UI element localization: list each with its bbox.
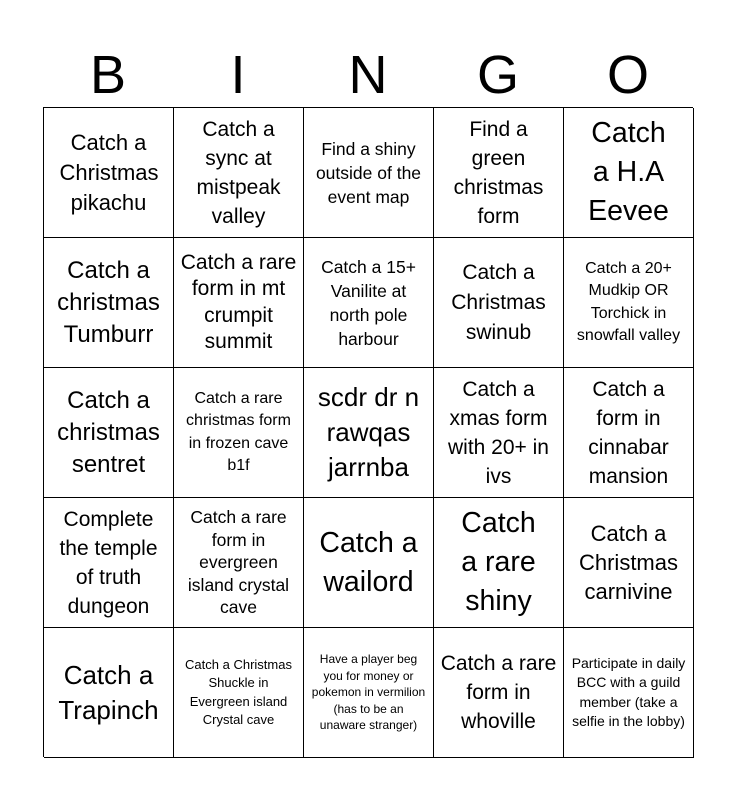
bingo-cell[interactable] — [44, 498, 174, 628]
header-letter-b: B — [89, 45, 127, 105]
bingo-cell[interactable] — [434, 498, 564, 628]
cell-text: Catch a Christmas pikachu — [59, 129, 159, 215]
bingo-cell[interactable] — [174, 108, 304, 238]
cell-text: Catch a rare christmas form in frozen cave b1f — [186, 389, 291, 474]
bingo-cell[interactable] — [564, 368, 694, 498]
bingo-cell[interactable] — [44, 368, 174, 498]
cell-text: Participate in daily BCC with a guild member (take a selfie in the lobby) — [571, 654, 686, 729]
cell-text: Catch a rare form in mt crumpit summit — [180, 250, 297, 353]
bingo-cell[interactable] — [174, 368, 304, 498]
bingo-cell[interactable] — [304, 628, 434, 758]
bingo-cell[interactable] — [564, 628, 694, 758]
bingo-header — [43, 42, 693, 108]
cell-text: Catch a rare form in whoville — [440, 652, 557, 733]
bingo-cell[interactable] — [564, 238, 694, 368]
cell-text: Catch a rare form in evergreen island crystal cave — [187, 507, 290, 618]
bingo-cell[interactable] — [304, 498, 434, 628]
bingo-cell[interactable] — [44, 108, 174, 238]
bingo-cell[interactable] — [434, 108, 564, 238]
cell-text: Have a player beg you for money or pokemon in vermilion (has to be an unaware stranger) — [311, 652, 426, 733]
bingo-cell[interactable] — [44, 628, 174, 758]
bingo-cell[interactable] — [174, 238, 304, 368]
bingo-cell[interactable] — [304, 368, 434, 498]
cell-text: Catch a xmas form with 20+ in ivs — [448, 377, 549, 488]
cell-text: Catch a 20+ Mudkip OR Torchick in snowfall valley — [576, 259, 681, 344]
cell-text: Catch a Trapinch — [58, 659, 159, 725]
header-letter-o: O — [606, 45, 649, 105]
bingo-cell[interactable] — [304, 108, 434, 238]
bingo-cell[interactable] — [434, 368, 564, 498]
bingo-cell[interactable] — [44, 238, 174, 368]
cell-text: Catch a sync at mistpeak valley — [196, 117, 281, 228]
cell-text: Catch a Christmas Shuckle in Evergreen island Crystal cave — [185, 656, 292, 727]
bingo-cell[interactable] — [434, 628, 564, 758]
cell-text: Find a green christmas form — [453, 117, 544, 228]
cell-text: Catch a Christmas swinub — [451, 260, 546, 344]
cell-text: Complete the temple of truth dungeon — [59, 507, 158, 618]
cell-text: Catch a rare shiny — [461, 507, 536, 617]
cell-text: Catch a H.A Eevee — [588, 117, 669, 227]
cell-text: Catch a 15+ Vanilite at north pole harbour — [321, 256, 416, 349]
cell-text: Catch a Christmas carnivine — [578, 521, 678, 604]
cell-text: Catch a christmas sentret — [57, 386, 160, 478]
header-letter-i: I — [230, 45, 246, 105]
bingo-cell[interactable] — [564, 498, 694, 628]
bingo-cell[interactable] — [304, 238, 434, 368]
cell-text: Catch a form in cinnabar mansion — [588, 377, 669, 488]
bingo-grid — [43, 107, 693, 757]
header-letter-g: G — [476, 45, 519, 105]
cell-text: Catch a christmas Tumburr — [57, 256, 160, 348]
bingo-cell[interactable] — [174, 498, 304, 628]
bingo-cell[interactable] — [174, 628, 304, 758]
cell-text: scdr dr n rawqas jarrnba — [317, 382, 420, 482]
bingo-cell[interactable] — [434, 238, 564, 368]
bingo-cell[interactable] — [564, 108, 694, 238]
cell-text: Catch a wailord — [319, 526, 418, 598]
cell-text: Find a shiny outside of the event map — [315, 138, 422, 207]
header-letter-n: N — [348, 45, 388, 105]
